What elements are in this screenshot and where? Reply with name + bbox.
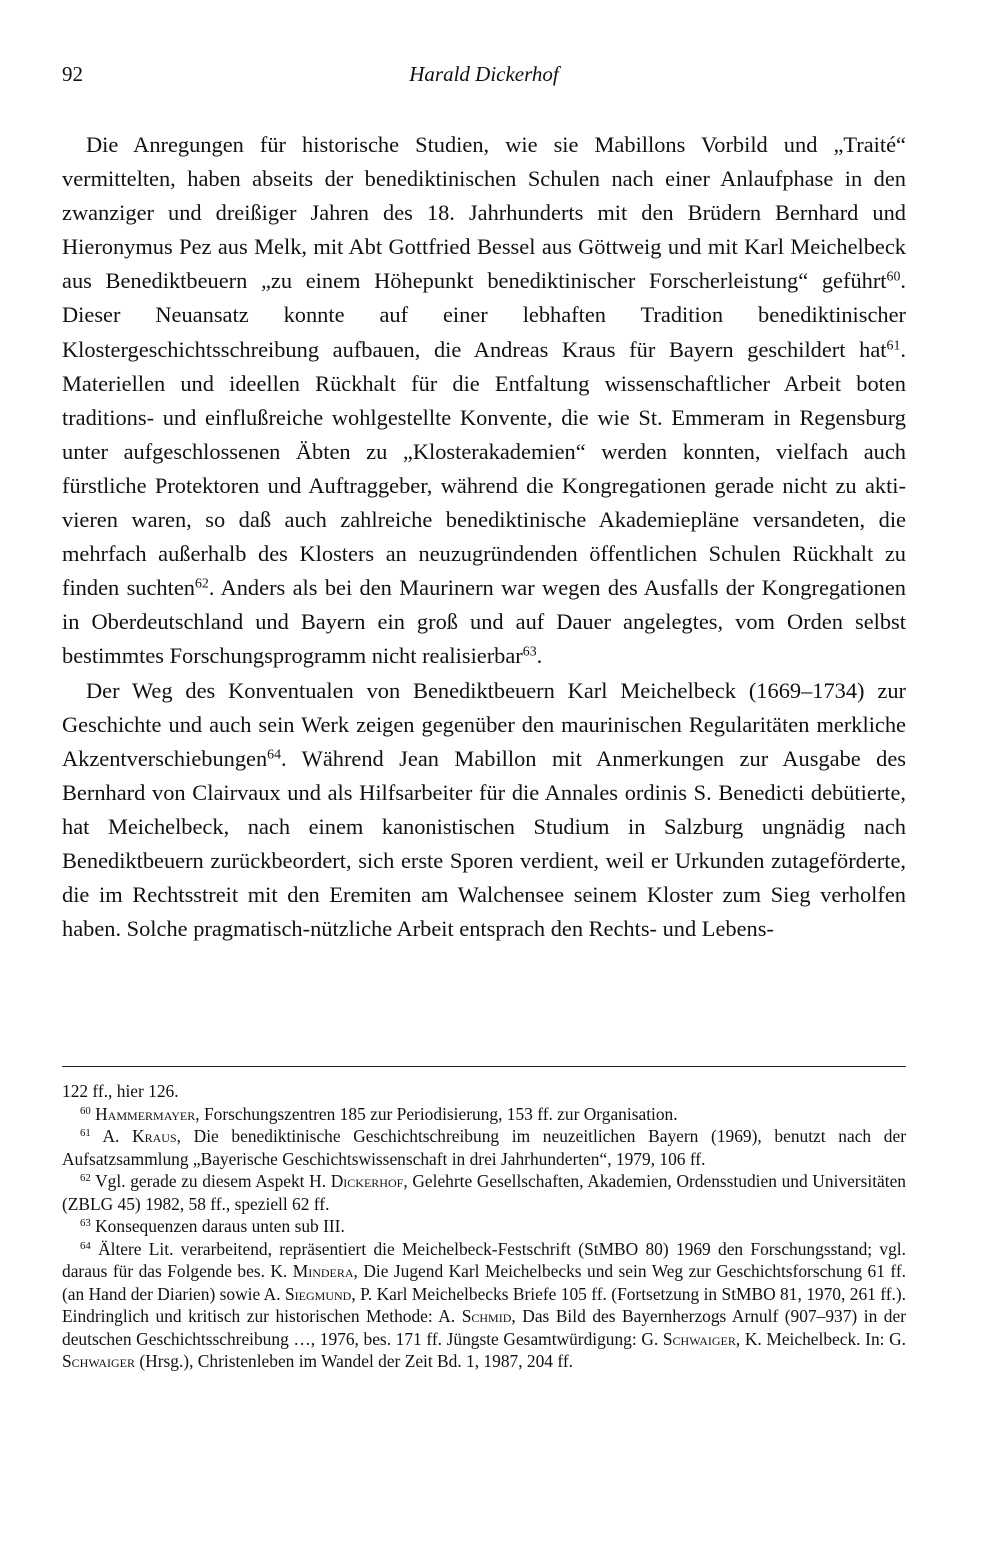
footnote-number: 63 bbox=[80, 1217, 91, 1230]
footnote-text: , K. Meichelbeck. In: G. bbox=[735, 1328, 907, 1349]
footnote-number: 60 bbox=[80, 1104, 91, 1117]
footnote-text: , Die Jugend Karl Meichelbecks und sein Weg zur Geschichtsforschung 61 ff. (an Hand der Diarien) sowie A. bbox=[62, 1261, 906, 1304]
footnote-continuation: 122 ff., hier 126. bbox=[62, 1081, 179, 1101]
footnote-divider bbox=[62, 1066, 906, 1067]
footnote-text: A. bbox=[102, 1126, 133, 1146]
footnote-text: Ältere Lit. verarbeitend, repräsentiert die Meichelbeck-Festschrift (StMBO 80) 1969 den Forschungsstand; vgl. daraus für das Folgende bes. K. bbox=[62, 1238, 906, 1281]
footnote-ref-61: 61 bbox=[886, 337, 901, 353]
author-name: Mindera bbox=[292, 1261, 354, 1281]
text-run: . Dieser Neuansatz konnte auf einer lebhaften Tradition benediktinischer Klostergeschichtsschreibung aufbauen, die Andreas Kraus für Bayern geschildert hat bbox=[62, 268, 906, 362]
footnote-text: , Gelehrte Gesellschaften, Akademien, Ordensstudien und Universitäten (ZBLG 45) 1982, 58 ff., speziell 62 ff. bbox=[62, 1171, 906, 1214]
footnote-ref-60: 60 bbox=[886, 269, 901, 285]
footnote-number: 61 bbox=[80, 1127, 91, 1140]
footnote-text: , Die benediktinische Geschichtschreibung im neuzeitlichen Bayern (1969), benutzt nach der Aufsatzsammlung „Bayerische Geschichtswissenschaft in drei Jahrhunderten“, 1979, 106 ff. bbox=[62, 1126, 906, 1169]
paragraph-2 bbox=[62, 674, 906, 947]
footnote-text: Vgl. gerade zu diesem Aspekt H. bbox=[95, 1171, 331, 1191]
footnote-text: Konsequenzen daraus unten sub III. bbox=[95, 1216, 345, 1236]
footnote-63 bbox=[62, 1215, 906, 1238]
author-name: Siegmund bbox=[285, 1283, 352, 1304]
footnote-ref-63: 63 bbox=[522, 644, 537, 660]
text-run: . Während Jean Mabillon mit Anmerkungen zur Ausgabe des Bernhard von Clairvaux und als Hilfsarbeiter für die Annales ordinis S. Benedicti debütierte, hat Meichelbeck, nach einem kanonistischen Studium in Salzburg ungnädig nach Benediktbeuern zurückbeordert, sich erste Sporen verdient, weil er Urkunden zutageförderte, die im Rechtsstreit mit den Eremiten am Walchensee seinem Kloster zum Sieg verholfen haben. Solche pragmatisch-nützliche Arbeit entsprach den Rechts- und Lebens- bbox=[62, 745, 906, 942]
author-name: Dickerhof bbox=[330, 1171, 404, 1191]
footnotes bbox=[62, 1080, 906, 1373]
author-name: Schwaiger bbox=[662, 1328, 736, 1349]
text-run: . Anders als bei den Maurinern war wegen des Ausfalls der Kongregationen in Oberdeutschland und Bayern ein groß und auf Dauer angelegtes, vom Orden selbst bestimmtes Forschungsprogramm nicht realisierbar bbox=[62, 575, 906, 669]
running-head: Harald Dickerhof bbox=[409, 62, 559, 86]
footnote-64 bbox=[62, 1238, 906, 1373]
author-name: Schmid bbox=[461, 1306, 512, 1326]
text-run: . Materiellen und ideellen Rückhalt für die Entfaltung wissenschaftlicher Arbeit boten traditions- und einflußreiche wohlgestellte Konvente, die wie St. Emmeram in Regensburg unter aufgeschlossenen Äbten zu „Klosterakademien“ werden konnten, vielfach auch fürstliche Protektoren und Auftraggeber, während die Kongregationen gerade nicht zu aktivieren waren, so daß auch zahlreiche benediktinische Akademiepläne versandeten, die mehrfach außerhalb des Klosters an neuzugründenden öffentlichen Schulen Rückhalt zu finden suchten bbox=[62, 336, 906, 601]
page-number: 92 bbox=[62, 62, 83, 86]
text-run: Der Weg des Konventualen von Benediktbeuern Karl Meichelbeck (1669–1734) zur Geschichte und auch sein Werk zeigen gegenüber den maurinischen Regularitäten merkliche Akzentverschiebungen bbox=[62, 677, 906, 771]
page-header bbox=[62, 62, 906, 92]
footnote-ref-62: 62 bbox=[194, 576, 209, 592]
footnote-number: 64 bbox=[80, 1239, 91, 1252]
footnote-ref-64: 64 bbox=[267, 747, 282, 763]
footnote-text: , P. Karl Meichelbecks Briefe 105 ff. (Fortsetzung in StMBO 81, 1970, 261 ff.). Eindringlich und kritisch zur historischen Methode: A. bbox=[62, 1283, 906, 1326]
footnote-60 bbox=[62, 1103, 906, 1126]
footnote-text: , Das Bild des Bayernherzogs Arnulf (907–937) in der deutschen Geschichtsschreibung …, 1976, bes. 171 ff. Jüngste Gesamtwürdigung: G. bbox=[62, 1306, 907, 1349]
footnote-61 bbox=[62, 1125, 906, 1170]
footnote-number: 62 bbox=[80, 1172, 91, 1185]
footnote-text: , Forschungszentren 185 zur Periodisierung, 153 ff. zur Organisation. bbox=[195, 1103, 678, 1124]
main-text bbox=[62, 128, 906, 946]
author-name: Schwaiger bbox=[62, 1351, 135, 1371]
author-name: Hammermayer bbox=[95, 1103, 196, 1124]
text-run: Die Anregungen für historische Studien, wie sie Mabillons Vorbild und „Traité“ vermittelten, haben abseits der benediktinischen Schulen nach einer Anlaufphase in den zwanziger und dreißiger Jahren des 18. Jahrhunderts mit den Brüdern Bernhard und Hieronymus Pez aus Melk, mit Abt Gottfried Bessel aus Göttweig und mit Karl Meichelbeck aus Benediktbeuern „zu einem Höhepunkt benediktinischer Forscherleistung“ geführt bbox=[62, 132, 906, 294]
text-run: . bbox=[536, 643, 543, 669]
author-name: Kraus bbox=[132, 1126, 177, 1146]
footnote-62 bbox=[62, 1170, 906, 1215]
footnote-text: (Hrsg.), Christenleben im Wandel der Zeit Bd. 1, 1987, 204 ff. bbox=[135, 1351, 573, 1371]
paragraph-1 bbox=[62, 128, 906, 674]
